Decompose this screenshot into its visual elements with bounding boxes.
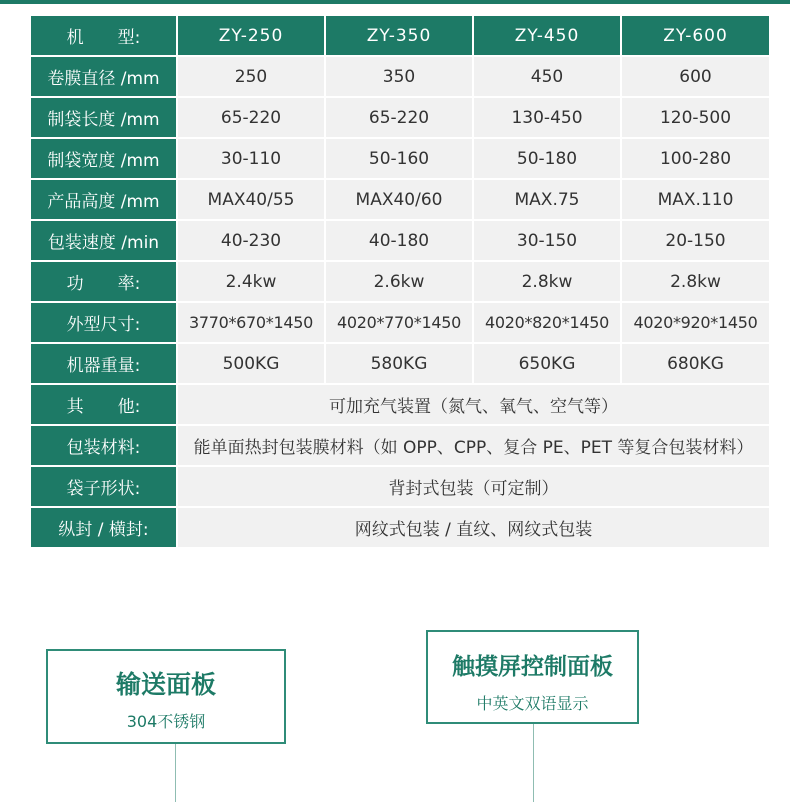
- row-label: 包装速度 /min: [31, 221, 176, 260]
- spec-cell: 100-280: [622, 139, 769, 178]
- spec-cell: 50-160: [326, 139, 472, 178]
- spec-span-cell: 背封式包装（可定制）: [178, 467, 769, 506]
- spec-cell: 680KG: [622, 344, 769, 383]
- model-header: ZY-350: [326, 16, 472, 55]
- spec-row-speed: [31, 221, 769, 260]
- spec-row-reel-diameter: [31, 57, 769, 96]
- spec-cell: 40-180: [326, 221, 472, 260]
- spec-span-cell: 能单面热封包装膜材料（如 OPP、CPP、复合 PE、PET 等复合包装材料）: [178, 426, 769, 465]
- spec-row-bag-width: [31, 139, 769, 178]
- spec-row-product-height: [31, 180, 769, 219]
- spec-cell: 500KG: [178, 344, 324, 383]
- row-label: 纵封 / 横封:: [31, 508, 176, 547]
- spec-cell: MAX40/55: [178, 180, 324, 219]
- touchscreen-leader-line: [533, 724, 534, 802]
- spec-row-seal: [31, 508, 769, 547]
- spec-cell: 130-450: [474, 98, 620, 137]
- spec-cell: 120-500: [622, 98, 769, 137]
- spec-cell: 250: [178, 57, 324, 96]
- spec-cell: 4020*770*1450: [326, 303, 472, 342]
- model-header: ZY-250: [178, 16, 324, 55]
- spec-cell: 580KG: [326, 344, 472, 383]
- callout-title: 输送面板: [115, 670, 216, 699]
- spec-cell: MAX.110: [622, 180, 769, 219]
- spec-cell: 4020*920*1450: [622, 303, 769, 342]
- spec-cell: 2.8kw: [622, 262, 769, 301]
- row-label: 外型尺寸:: [31, 303, 176, 342]
- spec-cell: 450: [474, 57, 620, 96]
- spec-span-cell: 网纹式包装 / 直纹、网纹式包装: [178, 508, 769, 547]
- row-label: 机 型:: [31, 16, 176, 55]
- spec-cell: MAX.75: [474, 180, 620, 219]
- spec-row-power: [31, 262, 769, 301]
- callout-title: 触摸屏控制面板: [452, 654, 613, 680]
- spec-row-bag-length: [31, 98, 769, 137]
- spec-row-bag-shape: [31, 467, 769, 506]
- spec-cell: 600: [622, 57, 769, 96]
- spec-cell: 650KG: [474, 344, 620, 383]
- spec-cell: 65-220: [326, 98, 472, 137]
- spec-row-weight: [31, 344, 769, 383]
- spec-table: [29, 14, 771, 549]
- row-label: 袋子形状:: [31, 467, 176, 506]
- spec-cell: 3770*670*1450: [178, 303, 324, 342]
- spec-cell: 4020*820*1450: [474, 303, 620, 342]
- conveyor-panel-callout: [46, 649, 286, 744]
- spec-cell: 20-150: [622, 221, 769, 260]
- touchscreen-panel-callout: [426, 630, 639, 724]
- spec-cell: 350: [326, 57, 472, 96]
- spec-cell: 2.4kw: [178, 262, 324, 301]
- row-label: 其 他:: [31, 385, 176, 424]
- spec-cell: 50-180: [474, 139, 620, 178]
- row-label: 卷膜直径 /mm: [31, 57, 176, 96]
- row-label: 包装材料:: [31, 426, 176, 465]
- spec-cell: MAX40/60: [326, 180, 472, 219]
- row-label: 机器重量:: [31, 344, 176, 383]
- row-label: 制袋长度 /mm: [31, 98, 176, 137]
- top-accent-rule: [0, 0, 790, 4]
- spec-row-dimensions: [31, 303, 769, 342]
- spec-header-row: [31, 16, 769, 55]
- row-label: 制袋宽度 /mm: [31, 139, 176, 178]
- callout-subtitle: 304不锈钢: [126, 712, 206, 731]
- conveyor-leader-line: [175, 744, 176, 802]
- model-header: ZY-600: [622, 16, 769, 55]
- spec-cell: 2.6kw: [326, 262, 472, 301]
- spec-row-other: [31, 385, 769, 424]
- model-header: ZY-450: [474, 16, 620, 55]
- spec-cell: 40-230: [178, 221, 324, 260]
- spec-span-cell: 可加充气装置（氮气、氧气、空气等）: [178, 385, 769, 424]
- spec-row-material: [31, 426, 769, 465]
- callout-subtitle: 中英文双语显示: [476, 694, 589, 713]
- spec-cell: 30-150: [474, 221, 620, 260]
- row-label: 功 率:: [31, 262, 176, 301]
- row-label: 产品高度 /mm: [31, 180, 176, 219]
- spec-cell: 30-110: [178, 139, 324, 178]
- spec-cell: 2.8kw: [474, 262, 620, 301]
- spec-cell: 65-220: [178, 98, 324, 137]
